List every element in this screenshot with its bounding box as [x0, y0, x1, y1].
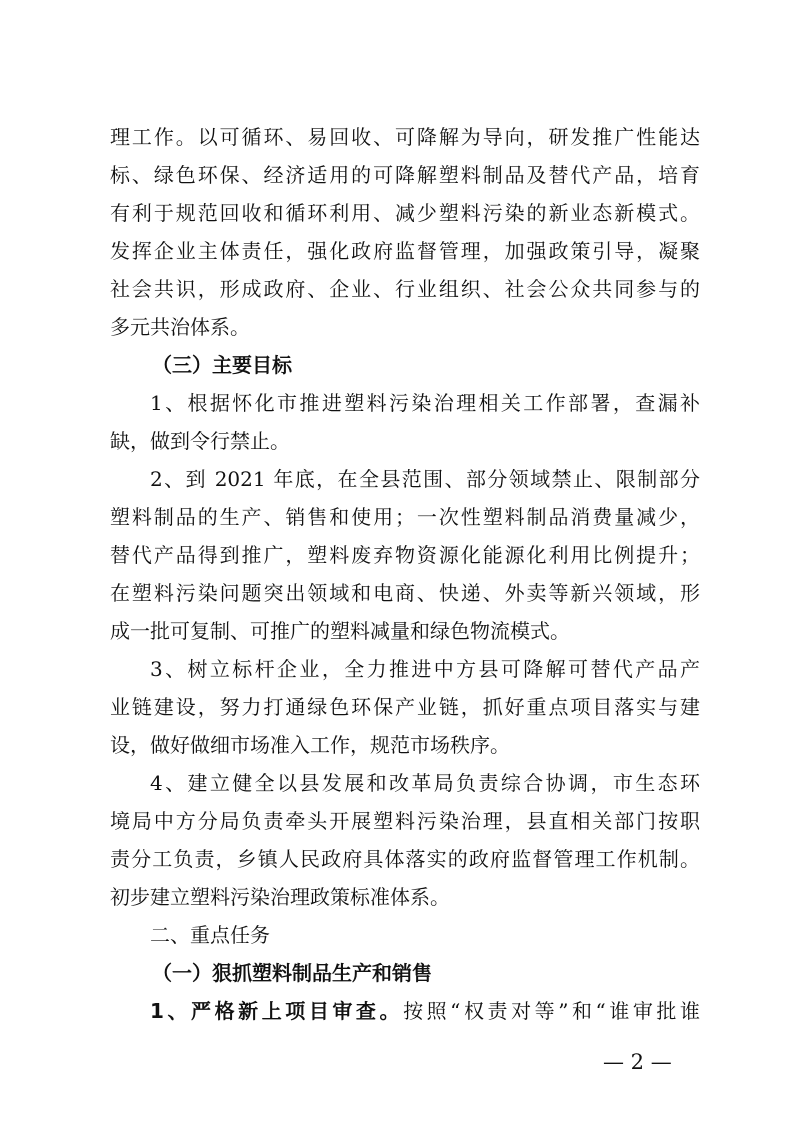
body-line: 责分工负责，乡镇人民政府具体落实的政府监督管理工作机制。 — [110, 847, 700, 871]
body-line: 理工作。以可循环、易回收、可降解为导向，研发推广性能达 — [110, 125, 700, 149]
body-line-lead — [150, 997, 700, 1025]
lead-phrase: 1、严格新上项目审查。 — [150, 999, 404, 1023]
body-line: 境局中方分局负责牵头开展塑料污染治理，县直相关部门按职 — [110, 809, 700, 833]
section-heading: 二、重点任务 — [150, 923, 270, 947]
body-line: 成一批可复制、可推广的塑料减量和绿色物流模式。 — [110, 619, 570, 643]
body-line: 3、树立标杆企业，全力推进中方县可降解可替代产品产 — [150, 657, 700, 681]
body-line: 替代产品得到推广，塑料废弃物资源化能源化利用比例提升； — [110, 543, 700, 567]
body-line: 业链建设，努力打通绿色环保产业链，抓好重点项目落实与建 — [110, 695, 700, 719]
body-line: 发挥企业主体责任，强化政府监督管理，加强政策引导，凝聚 — [110, 239, 700, 263]
body-line: 社会共识，形成政府、企业、行业组织、社会公众共同参与的 — [110, 277, 700, 301]
body-line: 设，做好做细市场准入工作，规范市场秩序。 — [110, 733, 510, 757]
body-line: 标、绿色环保、经济适用的可降解塑料制品及替代产品，培育 — [110, 163, 700, 187]
body-line: 塑料制品的生产、销售和使用；一次性塑料制品消费量减少， — [110, 505, 700, 529]
subsection-heading: （一）狠抓塑料制品生产和销售 — [152, 961, 432, 985]
section-heading: （三）主要目标 — [152, 353, 292, 377]
body-line: 初步建立塑料污染治理政策标准体系。 — [110, 885, 450, 909]
body-line: 1、根据怀化市推进塑料污染治理相关工作部署，查漏补 — [150, 391, 700, 415]
page-number: — 2 — — [603, 1050, 672, 1074]
body-line: 在塑料污染问题突出领域和电商、快递、外卖等新兴领域，形 — [110, 581, 700, 605]
body-line: 2、到 2021 年底，在全县范围、部分领域禁止、限制部分 — [150, 467, 700, 491]
body-line: 缺，做到令行禁止。 — [110, 429, 290, 453]
lead-rest: 按照“权责对等”和“谁审批谁 — [403, 999, 700, 1023]
body-line: 4、建立健全以县发展和改革局负责综合协调，市生态环 — [150, 771, 700, 795]
body-line: 有利于规范回收和循环利用、减少塑料污染的新业态新模式。 — [110, 201, 700, 225]
body-line: 多元共治体系。 — [110, 315, 250, 339]
